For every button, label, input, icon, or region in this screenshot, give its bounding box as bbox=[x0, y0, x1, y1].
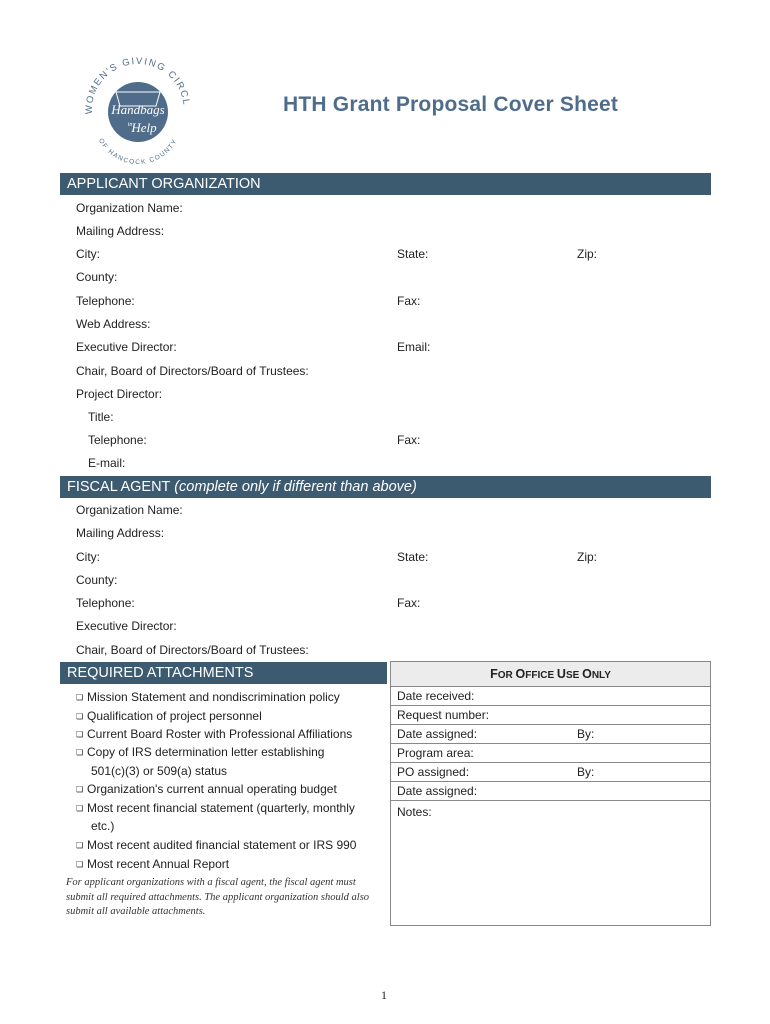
checkbox-icon[interactable]: ❏ bbox=[76, 804, 84, 813]
fiscal-header-note: (complete only if different than above) bbox=[174, 479, 417, 495]
attachment-label: Mission Statement and nondiscrimination policy bbox=[87, 690, 340, 704]
attachment-item bbox=[76, 745, 324, 759]
office-use-box bbox=[390, 661, 711, 926]
project-director-title-label: Title: bbox=[88, 410, 114, 424]
attachment-item bbox=[76, 690, 340, 704]
fiscal-telephone-label: Telephone: bbox=[76, 596, 135, 610]
applicant-fax-label: Fax: bbox=[397, 294, 421, 308]
applicant-header-text: APPLICANT ORGANIZATION bbox=[67, 176, 261, 192]
applicant-exec-director-label: Executive Director: bbox=[76, 340, 177, 354]
applicant-web-label: Web Address: bbox=[76, 317, 151, 331]
fiscal-chair-label: Chair, Board of Directors/Board of Trustees: bbox=[76, 643, 309, 657]
request-number-label: Request number: bbox=[397, 708, 490, 722]
fiscal-county-label: County: bbox=[76, 573, 118, 587]
attachment-label: Current Board Roster with Professional Affiliations bbox=[87, 727, 353, 741]
logo-arc-top: WOMEN'S GIVING CIRCL bbox=[83, 55, 192, 115]
attachments-header-text: REQUIRED ATTACHMENTS bbox=[67, 665, 254, 681]
date-assigned-label: Date assigned: bbox=[397, 784, 478, 798]
attachment-label: Copy of IRS determination letter establishing bbox=[87, 745, 325, 759]
logo-script-3: Help bbox=[131, 120, 157, 135]
logo bbox=[78, 48, 198, 168]
attachment-item bbox=[76, 727, 352, 741]
by-label: By: bbox=[577, 727, 595, 741]
date-received-label: Date received: bbox=[397, 689, 475, 703]
attachment-label: Most recent audited financial statement or IRS 990 bbox=[87, 838, 357, 852]
office-use-header: FOR OFFICE USE ONLY bbox=[391, 662, 710, 687]
attachment-label: Organization's current annual operating budget bbox=[87, 782, 337, 796]
program-area-label: Program area: bbox=[397, 746, 474, 760]
applicant-project-director-label: Project Director: bbox=[76, 387, 163, 401]
applicant-county-label: County: bbox=[76, 270, 118, 284]
attachment-label: Most recent financial statement (quarterly, monthly bbox=[87, 801, 355, 815]
fiscal-mailing-label: Mailing Address: bbox=[76, 526, 165, 540]
checkbox-icon[interactable]: ❏ bbox=[76, 712, 84, 721]
fiscal-org-name-label: Organization Name: bbox=[76, 503, 183, 517]
checkbox-icon[interactable]: ❏ bbox=[76, 730, 84, 739]
office-row-date-assigned-2 bbox=[391, 782, 710, 801]
attachments-section-header bbox=[60, 662, 387, 684]
fiscal-exec-director-label: Executive Director: bbox=[76, 619, 177, 633]
checkbox-icon[interactable]: ❏ bbox=[76, 693, 84, 702]
applicant-state-label: State: bbox=[397, 247, 429, 261]
page-number: 1 bbox=[381, 988, 387, 1002]
fiscal-section-header bbox=[60, 476, 711, 498]
office-row-date-assigned bbox=[391, 725, 710, 744]
office-row-date-received bbox=[391, 687, 710, 706]
notes-label: Notes: bbox=[397, 805, 432, 819]
fiscal-city-label: City: bbox=[76, 550, 100, 564]
fiscal-fax-label: Fax: bbox=[397, 596, 421, 610]
applicant-mailing-label: Mailing Address: bbox=[76, 224, 165, 238]
applicant-chair-label: Chair, Board of Directors/Board of Trustees: bbox=[76, 364, 309, 378]
by-label: By: bbox=[577, 765, 595, 779]
project-director-telephone-label: Telephone: bbox=[88, 433, 147, 447]
applicant-zip-label: Zip: bbox=[577, 247, 598, 261]
attachment-item bbox=[76, 838, 356, 852]
fiscal-header-text: FISCAL AGENT bbox=[67, 479, 171, 495]
applicant-org-name-label: Organization Name: bbox=[76, 201, 183, 215]
logo-arc-bottom: OF HANCOCK COUNTY bbox=[96, 137, 180, 167]
attachment-label: Most recent Annual Report bbox=[87, 857, 230, 871]
date-assigned-label: Date assigned: bbox=[397, 727, 478, 741]
attachment-label-continued: 501(c)(3) or 509(a) status bbox=[91, 764, 228, 778]
attachment-item bbox=[76, 801, 355, 815]
applicant-city-label: City: bbox=[76, 247, 100, 261]
page-title: HTH Grant Proposal Cover Sheet bbox=[283, 93, 619, 116]
applicant-section-header bbox=[60, 173, 711, 195]
fiscal-zip-label: Zip: bbox=[577, 550, 598, 564]
project-director-email-label: E-mail: bbox=[88, 456, 126, 470]
attachment-item bbox=[76, 782, 337, 796]
attachment-label: Qualification of project personnel bbox=[87, 709, 262, 723]
checkbox-icon[interactable]: ❏ bbox=[76, 841, 84, 850]
fiscal-state-label: State: bbox=[397, 550, 429, 564]
applicant-email-label: Email: bbox=[397, 340, 431, 354]
logo-script-1: Handbags bbox=[111, 102, 165, 117]
office-row-request-number bbox=[391, 706, 710, 725]
attachments-note: For applicant organizations with a fiscal agent, the fiscal agent must submit all required attachments. The applicant organization should also submit all available attachments. bbox=[66, 877, 370, 917]
po-assigned-label: PO assigned: bbox=[397, 765, 470, 779]
checkbox-icon[interactable]: ❏ bbox=[76, 860, 84, 869]
attachment-label-continued: etc.) bbox=[91, 819, 115, 833]
checkbox-icon[interactable]: ❏ bbox=[76, 785, 84, 794]
attachment-item bbox=[76, 709, 262, 723]
office-row-po-assigned bbox=[391, 763, 710, 782]
office-row-program-area bbox=[391, 744, 710, 763]
project-director-fax-label: Fax: bbox=[397, 433, 421, 447]
logo-script-2: in bbox=[127, 122, 133, 128]
attachment-item bbox=[76, 857, 229, 871]
applicant-telephone-label: Telephone: bbox=[76, 294, 135, 308]
checkbox-icon[interactable]: ❏ bbox=[76, 748, 84, 757]
